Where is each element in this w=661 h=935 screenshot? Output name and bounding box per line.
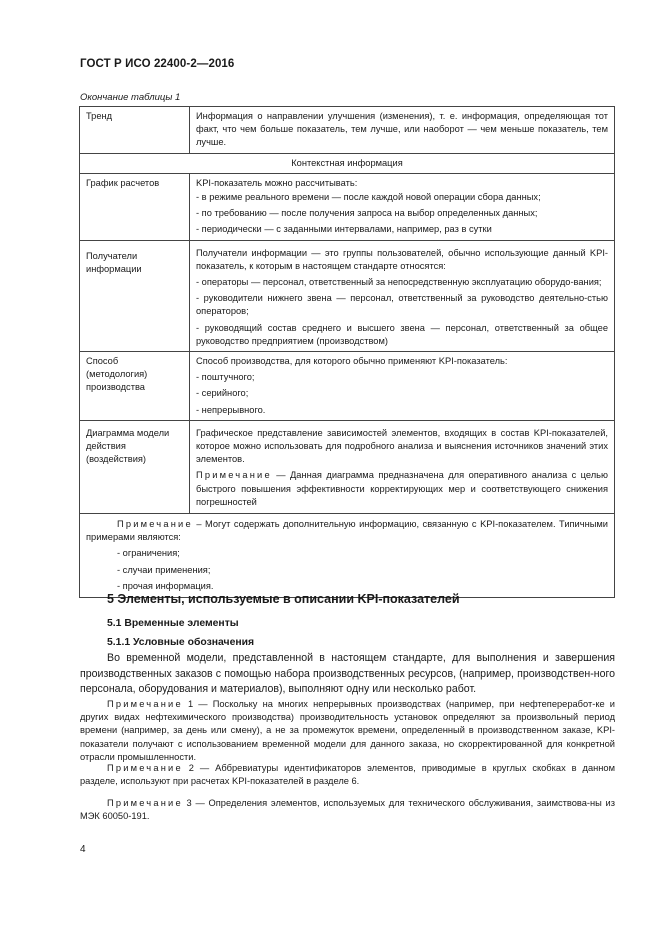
note-word: Примечание [107,798,183,808]
section-heading: 5 Элементы, используемые в описании KPI-показателей [107,592,460,606]
table-row [80,107,615,154]
note-paragraph-3 [80,797,615,823]
table-row [80,173,615,240]
table-row [80,352,615,421]
document-code-header: ГОСТ Р ИСО 22400-2—2016 [80,58,235,70]
list-item: - операторы — персонал, ответственный за непосредственную эксплуатацию оборудо-вания; [196,277,602,288]
list-item: - руководители нижнего звена — персонал, ответственный за руководство деятельно-стью операторов; [196,293,608,317]
kpi-attributes-table [79,106,615,598]
footnote-text [86,518,608,544]
label-line: действия [86,441,126,452]
row-content-method [190,352,615,421]
table-row [80,240,615,351]
list-item: - периодически — с заданными интервалами, например, раз в сутки [196,224,492,235]
row-content-diagram [190,420,615,513]
label-line: Способ [86,356,119,367]
note-word: Примечание [196,470,272,481]
label-line: (воздействия) [86,454,147,465]
row-content-recipients [190,240,615,351]
note-paragraph-2 [80,762,615,788]
row-label-trend: Тренд [80,107,190,154]
body-paragraph: Во временной модели, представленной в настоящем стандарте, для выполнения и завершения производственных заказов с помощью набора производственных ресурсов, (например, производствен-ного персонала, оборудования и материалов), выполняют одну или несколько работ. [80,652,615,695]
note-word: Примечание [107,699,183,709]
table-row [80,420,615,513]
note-text: — Данная диаграмма предназначена для оперативного анализа с целью быстрого повышения эффективности корректирующих мер и соответствующего снижения погрешностей [196,470,608,507]
row-label-schedule: График расчетов [80,173,190,240]
row-label-diagram [80,420,190,513]
table-caption: Окончание таблицы 1 [80,92,181,103]
list-item: - по требованию — после получения запроса на выбор определенных данных; [196,208,538,219]
note-text: 1 — Поскольку на многих непрерывных производствах (например, при нефтепереработ-ке и других видах нефтехимического производства) производительность установок определяют за произвольный период времени (например, за день или смену), а не за промежуток времени, определенный в производственном заказе, KPI-показатели получают с использованием временной модели для данного заказа, но скорректированной для конкретной отрасли промышленности. [80,699,615,762]
label-line: производства [86,382,145,393]
list-item: - ограничения; [117,548,180,559]
note-text: 2 — Аббревиатуры идентификаторов элементов, приводимые в круглых скобках в данном разделе, используют при расчетах KPI-показателей в разделе 6. [80,763,615,787]
row-label-method [80,352,190,421]
diagram-note [196,469,608,509]
subsubsection-heading: 5.1.1 Условные обозначения [107,637,255,648]
schedule-intro: KPI-показатель можно рассчитывать: [196,177,358,188]
note-word: Примечание [107,763,183,773]
label-line: информации [86,263,142,274]
list-item: - в режиме реального времени — после каждой новой операции сбора данных; [196,192,541,203]
label-line: Получатели [86,250,138,261]
recipients-intro: Получатели информации — это группы пользователей, обычно использующие данный KPI-показатель, к которым в настоящем стандарте относятся: [196,247,608,271]
list-item: - непрерывного. [196,404,266,415]
list-item: - случаи применения; [117,564,211,575]
row-text-trend: Информация о направлении улучшения (изменения), т. е. информация, определяющая тот факт, что чем больше показатель, тем лучше, или наоборот — чем меньше показатель, тем лучше. [190,107,615,154]
label-line: (методология) [86,369,148,380]
note-text: – Могут содержать дополнительную информацию, связанную с KPI-показателем. Типичными примерами являются: [86,519,608,543]
list-item: - поштучного; [196,372,255,383]
method-intro: Способ производства, для которого обычно применяют KPI-показатель: [196,356,508,367]
row-label-recipients [80,240,190,351]
note-paragraph-1 [80,698,615,764]
label-line: Диаграмма модели [86,427,170,438]
subsection-heading: 5.1 Временные элементы [107,618,239,629]
note-text: 3 — Определения элементов, используемых для технического обслуживания, заимствова-ны из МЭК 60050-191. [80,798,615,822]
table-footnote [80,514,615,598]
context-info-header: Контекстная информация [80,153,615,173]
row-content-schedule [190,173,615,240]
list-item: - прочая информация. [117,580,214,591]
table-row [80,153,615,173]
diagram-text: Графическое представление зависимостей элементов, входящих в состав KPI-показателей, которое можно использовать для подробного анализа и выяснения источников значений этих элементов. [196,427,608,465]
list-item: - серийного; [196,388,249,399]
list-item: - руководящий состав среднего и высшего звена — персонал, ответственный за общее руководство предприятием (производством) [196,322,608,346]
page-number: 4 [80,844,86,855]
table-row [80,514,615,598]
note-word: Примечание [117,519,193,530]
